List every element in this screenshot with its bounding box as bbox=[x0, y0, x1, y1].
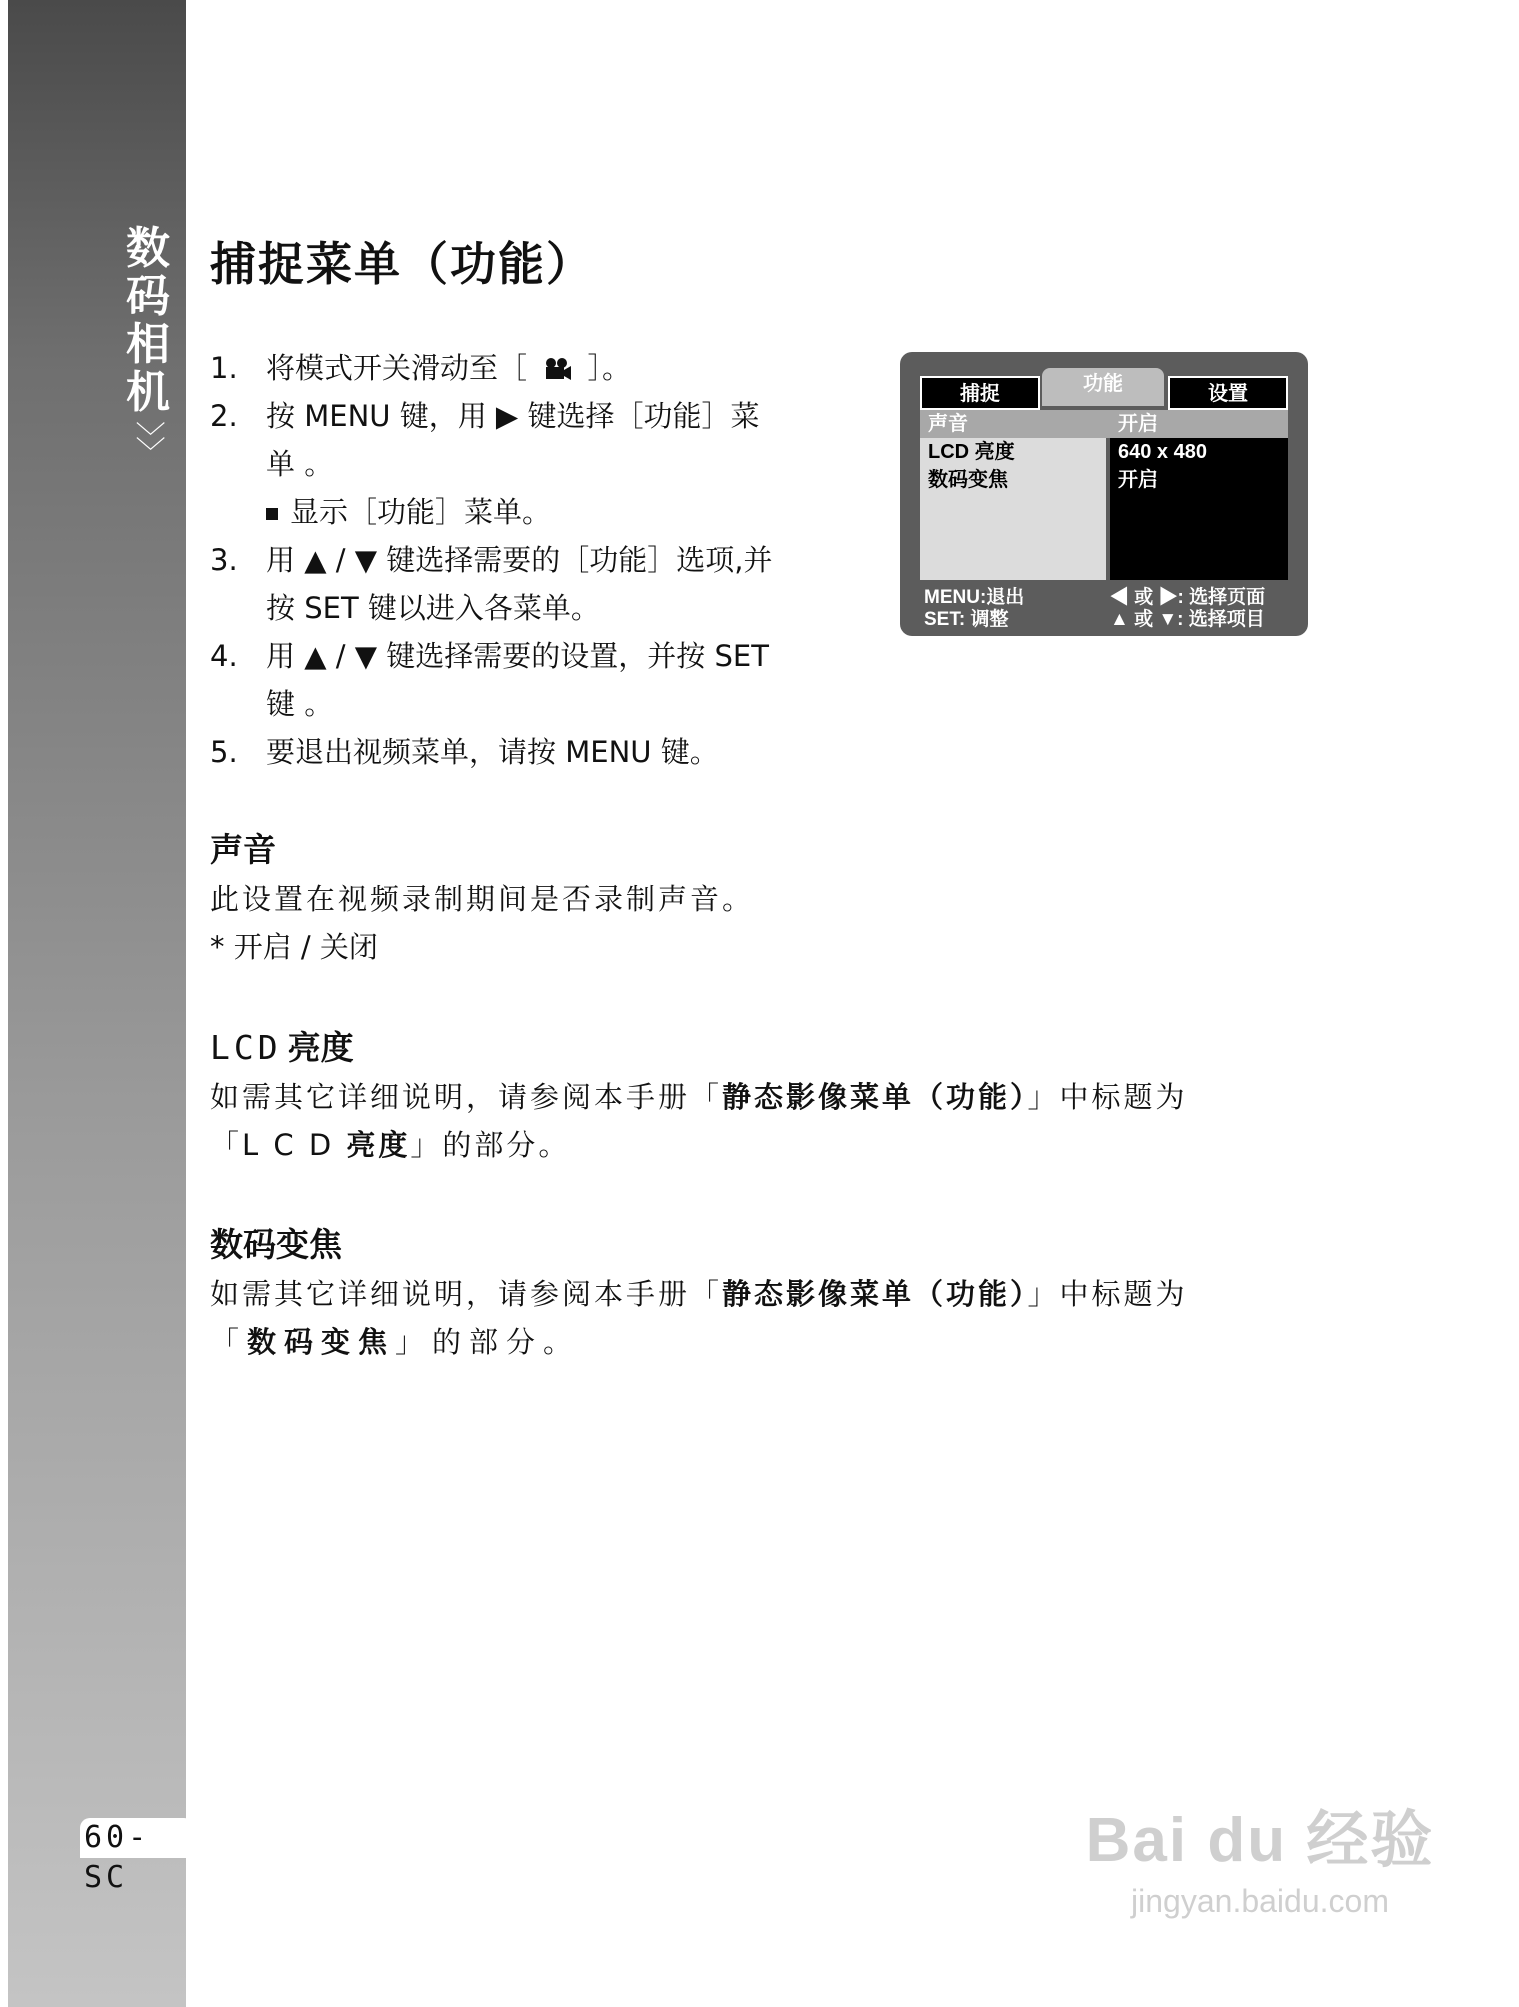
lcd-item-value: 开启 bbox=[1118, 413, 1158, 435]
step-text: 按 SET 键以进入各菜单。 bbox=[266, 591, 600, 625]
instruction-steps bbox=[210, 344, 860, 776]
step-text: ］。 bbox=[587, 351, 631, 385]
lcd-footer-item-hint: ▲ 或 ▼: 选择项目 bbox=[1110, 609, 1265, 630]
step-text: 键 。 bbox=[266, 687, 334, 721]
page-title: 捕捉菜单（功能） bbox=[210, 237, 594, 291]
chapter-title bbox=[118, 225, 178, 417]
section-body: 如需其它详细说明，请参阅本手册「静态影像菜单（功能）」中标题为 bbox=[210, 1080, 1188, 1114]
chapter-sidebar bbox=[8, 0, 186, 2007]
step-number: 4. bbox=[210, 639, 238, 673]
lcd-item-label: 数码变焦 bbox=[928, 469, 1008, 491]
page-number: 60-SC bbox=[80, 1818, 194, 1858]
step-number: 5. bbox=[210, 735, 238, 769]
tab-function: 功能 bbox=[1042, 368, 1164, 406]
step-sub-item bbox=[210, 488, 860, 536]
section-body: 此设置在视频录制期间是否录制声音。 bbox=[210, 882, 755, 916]
watermark-url: jingyan.baidu.com bbox=[1131, 1883, 1389, 1919]
chapter-title-char: 数 bbox=[126, 223, 170, 274]
step-sub-text: 显示［功能］菜单。 bbox=[290, 495, 552, 529]
lcd-item-value: 640 x 480 bbox=[1118, 441, 1207, 463]
lcd-item-value: 开启 bbox=[1118, 469, 1158, 491]
chapter-title-char: 机 bbox=[126, 367, 170, 418]
step-text: 要退出视频菜单，请按 MENU 键。 bbox=[266, 735, 719, 769]
chevron-right-icon: 〉〉 bbox=[131, 421, 166, 466]
step-text: 按 MENU 键，用 ▶ 键选择［功能］菜 bbox=[266, 399, 760, 433]
list-item bbox=[210, 344, 860, 392]
list-item bbox=[210, 536, 860, 632]
tab-settings: 设置 bbox=[1168, 376, 1288, 410]
step-text: 将模式开关滑动至［ bbox=[266, 351, 528, 385]
step-text: 用 ▲ / ▼ 键选择需要的设置，并按 SET bbox=[266, 639, 769, 673]
bullet-icon bbox=[266, 508, 278, 520]
lcd-item-label: LCD 亮度 bbox=[928, 441, 1015, 463]
chapter-title-char: 码 bbox=[126, 271, 170, 322]
section-sound bbox=[210, 825, 1320, 971]
section-heading: 声音 bbox=[210, 830, 276, 869]
section-body-line2: 「数码变焦」的部分。 bbox=[210, 1325, 581, 1359]
section-options: * 开启 / 关闭 bbox=[210, 930, 378, 964]
lcd-item-label: 声音 bbox=[928, 413, 968, 435]
step-number: 3. bbox=[210, 543, 238, 577]
list-item bbox=[210, 392, 860, 488]
tab-capture: 捕捉 bbox=[920, 376, 1040, 410]
list-item bbox=[210, 632, 860, 728]
step-number: 1. bbox=[210, 351, 238, 385]
lcd-highlight-row bbox=[920, 410, 1288, 438]
step-number: 2. bbox=[210, 399, 238, 433]
baidu-watermark bbox=[1070, 1790, 1450, 1940]
section-heading: LCD 亮度 bbox=[210, 1028, 354, 1067]
step-text: 用 ▲ / ▼ 键选择需要的［功能］选项,并 bbox=[266, 543, 773, 577]
section-digital-zoom bbox=[210, 1220, 1320, 1366]
lcd-footer-page-hint: ◀ 或 ▶: 选择页面 bbox=[1110, 587, 1266, 608]
section-body-line2: 「L C D 亮度」的部分。 bbox=[210, 1128, 571, 1162]
lcd-footer-set: SET: 调整 bbox=[924, 609, 1009, 630]
chapter-title-char: 相 bbox=[126, 319, 170, 370]
list-item bbox=[210, 728, 860, 776]
step-text: 单 。 bbox=[266, 447, 334, 481]
section-heading: 数码变焦 bbox=[210, 1225, 342, 1264]
section-lcd-brightness bbox=[210, 1023, 1320, 1169]
watermark-logo: Bai du 经验 bbox=[1085, 1806, 1435, 1875]
video-camera-icon bbox=[542, 357, 572, 381]
lcd-menu-screen bbox=[900, 352, 1308, 636]
section-body: 如需其它详细说明，请参阅本手册「静态影像菜单（功能）」中标题为 bbox=[210, 1277, 1188, 1311]
lcd-footer-menu: MENU:退出 bbox=[924, 587, 1025, 608]
